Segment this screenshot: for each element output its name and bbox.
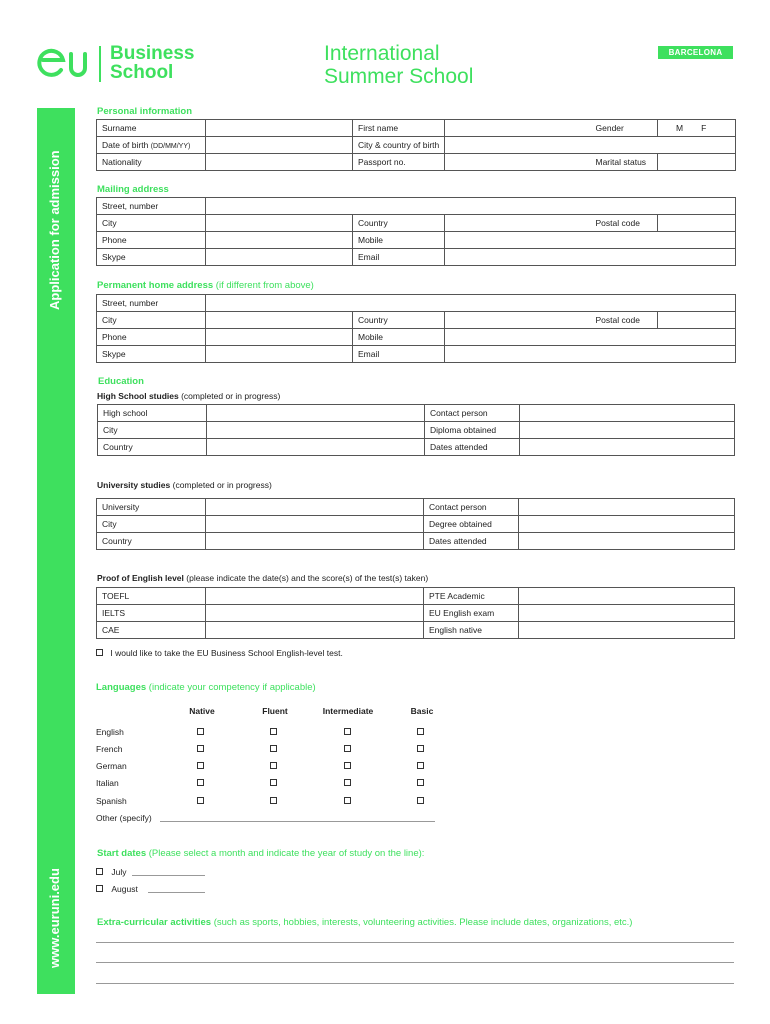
mailing-email-label: Email [353,249,445,266]
lang-english-basic-checkbox[interactable] [417,728,424,735]
extra-note: (such as sports, hobbies, interests, volunteering activities. Please include dates, organizations, etc.) [213,917,633,928]
english-label-1: TOEFL [97,588,206,605]
mailing-city-label: City [97,215,206,232]
permanent-postal-label: Postal code [591,312,658,329]
languages-note: (indicate your competency if applicable) [148,682,316,693]
uni-table [96,498,735,550]
permanent-note: (if different from above) [215,280,314,291]
gender-options[interactable] [658,120,736,137]
permanent-postal-field[interactable] [658,312,736,329]
title-line-1: International [324,42,440,65]
uni-field-2[interactable] [206,516,424,533]
logo-divider [99,46,101,82]
uni-label-1: University [97,499,206,516]
hs-right-field-2[interactable] [520,422,735,439]
lang-italian-basic-checkbox[interactable] [417,779,424,786]
extra-heading-text: Extra-curricular activities [97,917,212,928]
education-heading: Education [98,376,144,387]
permanent-mobile-label: Mobile [353,329,445,346]
passport-label: Passport no. [353,154,445,171]
hs-heading-text: High School studies [97,391,179,401]
mailing-street-field[interactable] [206,198,736,215]
title-line-2: Summer School [324,65,474,88]
first-name-field[interactable] [445,120,591,137]
col-basic: Basic [410,706,434,716]
english-test-checkbox[interactable] [96,649,103,656]
permanent-skype-field[interactable] [206,346,353,363]
logo-line-1: Business [110,43,195,64]
marital-label: Marital status [591,154,658,171]
permanent-country-label: Country [353,312,445,329]
mailing-heading: Mailing address [97,184,169,195]
english-right-label-2: EU English exam [424,605,519,622]
mailing-skype-label: Skype [97,249,206,266]
dob-format: (DD/MM/YY) [150,143,191,150]
passport-field[interactable] [445,154,591,171]
english-right-field-3[interactable] [519,622,735,639]
hs-label-1: High school [98,405,207,422]
lang-german-fluent-checkbox[interactable] [270,762,277,769]
lang-french: French [96,744,123,754]
uni-label-2: City [97,516,206,533]
lang-italian: Italian [96,778,119,788]
permanent-table [96,294,736,363]
august-year-line[interactable] [148,892,205,893]
start-heading-text: Start dates [97,848,147,859]
page-title [324,42,473,88]
permanent-skype-label: Skype [97,346,206,363]
languages-heading [96,682,316,693]
lang-italian-native-checkbox[interactable] [197,779,204,786]
hs-note: (completed or in progress) [181,391,281,401]
july-year-line[interactable] [132,875,205,876]
extra-line-2[interactable] [96,962,734,963]
uni-right-label-2: Degree obtained [424,516,519,533]
uni-right-label-1: Contact person [424,499,519,516]
uni-label-3: Country [97,533,206,550]
mailing-phone-label: Phone [97,232,206,249]
uni-heading [97,480,272,490]
lang-german-basic-checkbox[interactable] [417,762,424,769]
start-note: (Please select a month and indicate the year of study on the line): [148,848,425,859]
eu-logo-icon [37,40,101,89]
surname-field[interactable] [206,120,353,137]
english-test-option[interactable] [96,648,343,658]
july-label: July [111,867,127,877]
hs-right-label-2: Diploma obtained [425,422,520,439]
english-table [96,587,735,639]
uni-note: (completed or in progress) [172,480,272,490]
english-field-3[interactable] [206,622,424,639]
nationality-label: Nationality [97,154,206,171]
uni-right-field-2[interactable] [519,516,735,533]
hs-right-label-1: Contact person [425,405,520,422]
permanent-street-field[interactable] [206,295,736,312]
lang-spanish: Spanish [96,796,127,806]
personal-heading: Personal information [97,106,193,117]
languages-heading-text: Languages [96,682,147,693]
permanent-country-field[interactable] [445,312,591,329]
sidebar-strip [37,108,75,994]
hs-right-field-1[interactable] [520,405,735,422]
col-intermediate: Intermediate [322,706,374,716]
gender-label: Gender [591,120,658,137]
english-right-label-3: English native [424,622,519,639]
sidebar-title: Application for admission [47,150,62,310]
start-heading [97,848,424,859]
start-august[interactable] [96,884,138,894]
august-label: August [111,884,138,894]
english-field-2[interactable] [206,605,424,622]
extra-line-3[interactable] [96,983,734,984]
july-checkbox[interactable] [96,868,103,875]
permanent-email-label: Email [353,346,445,363]
permanent-city-field[interactable] [206,312,353,329]
mailing-postal-label: Postal code [591,215,658,232]
lang-french-fluent-checkbox[interactable] [270,745,277,752]
mailing-mobile-field[interactable] [445,232,736,249]
english-heading-text: Proof of English level [97,573,184,583]
english-right-field-2[interactable] [519,605,735,622]
col-fluent: Fluent [262,706,288,716]
august-checkbox[interactable] [96,885,103,892]
english-label-3: CAE [97,622,206,639]
lang-spanish-native-checkbox[interactable] [197,797,204,804]
hs-right-field-3[interactable] [520,439,735,456]
mailing-postal-field[interactable] [658,215,736,232]
logo-line-2: School [110,62,174,83]
start-july[interactable] [96,867,127,877]
gender-f[interactable]: F [701,123,707,133]
logo-text [110,44,194,82]
mailing-street-label: Street, number [97,198,206,215]
logo-mark-text [99,84,100,85]
english-test-label: I would like to take the EU Business School English-level test. [110,648,343,658]
lang-german-native-checkbox[interactable] [197,762,204,769]
birthplace-field[interactable] [445,137,736,154]
first-name-label: First name [353,120,445,137]
dob-text: Date of birth [102,140,149,150]
mailing-city-field[interactable] [206,215,353,232]
lang-other-line[interactable] [160,821,435,822]
lang-english-native-checkbox[interactable] [197,728,204,735]
uni-right-field-3[interactable] [519,533,735,550]
hs-label-2: City [98,422,207,439]
english-field-1[interactable] [206,588,424,605]
english-right-field-1[interactable] [519,588,735,605]
lang-german: German [96,761,127,771]
lang-italian-intermediate-checkbox[interactable] [344,779,351,786]
mailing-phone-field[interactable] [206,232,353,249]
hs-heading [97,391,280,401]
mailing-country-field[interactable] [445,215,591,232]
uni-field-3[interactable] [206,533,424,550]
lang-english-fluent-checkbox[interactable] [270,728,277,735]
uni-heading-text: University studies [97,480,171,490]
english-label-2: IELTS [97,605,206,622]
dob-label [97,137,206,154]
mailing-email-field[interactable] [445,249,736,266]
lang-other-label: Other (specify) [96,813,152,823]
hs-field-1[interactable] [207,405,425,422]
personal-table [96,119,736,171]
permanent-email-field[interactable] [445,346,736,363]
permanent-city-label: City [97,312,206,329]
mailing-mobile-label: Mobile [353,232,445,249]
english-heading [97,573,428,583]
extra-line-1[interactable] [96,942,734,943]
uni-right-label-3: Dates attended [424,533,519,550]
permanent-heading [97,280,314,291]
lang-spanish-fluent-checkbox[interactable] [270,797,277,804]
marital-field[interactable] [658,154,736,171]
lang-spanish-intermediate-checkbox[interactable] [344,797,351,804]
col-native: Native [189,706,215,716]
hs-table [97,404,735,456]
birthplace-label: City & country of birth [353,137,445,154]
english-note: (please indicate the date(s) and the score(s) of the test(s) taken) [186,573,429,583]
hs-field-2[interactable] [207,422,425,439]
mailing-table [96,197,736,266]
location-badge: BARCELONA [658,46,733,59]
uni-field-1[interactable] [206,499,424,516]
permanent-phone-field[interactable] [206,329,353,346]
hs-right-label-3: Dates attended [425,439,520,456]
surname-label: Surname [97,120,206,137]
english-right-label-1: PTE Academic [424,588,519,605]
lang-french-intermediate-checkbox[interactable] [344,745,351,752]
gender-m[interactable]: M [676,123,684,133]
dob-field[interactable] [206,137,353,154]
hs-field-3[interactable] [207,439,425,456]
lang-german-intermediate-checkbox[interactable] [344,762,351,769]
uni-right-field-1[interactable] [519,499,735,516]
sidebar-url: www.euruni.edu [47,868,62,968]
hs-label-3: Country [98,439,207,456]
extra-heading [97,917,632,928]
lang-french-native-checkbox[interactable] [197,745,204,752]
mailing-country-label: Country [353,215,445,232]
permanent-phone-label: Phone [97,329,206,346]
permanent-heading-text: Permanent home address [97,280,214,291]
lang-french-basic-checkbox[interactable] [417,745,424,752]
lang-english: English [96,727,124,737]
permanent-mobile-field[interactable] [445,329,736,346]
permanent-street-label: Street, number [97,295,206,312]
lang-italian-fluent-checkbox[interactable] [270,779,277,786]
mailing-skype-field[interactable] [206,249,353,266]
nationality-field[interactable] [206,154,353,171]
lang-spanish-basic-checkbox[interactable] [417,797,424,804]
lang-english-intermediate-checkbox[interactable] [344,728,351,735]
